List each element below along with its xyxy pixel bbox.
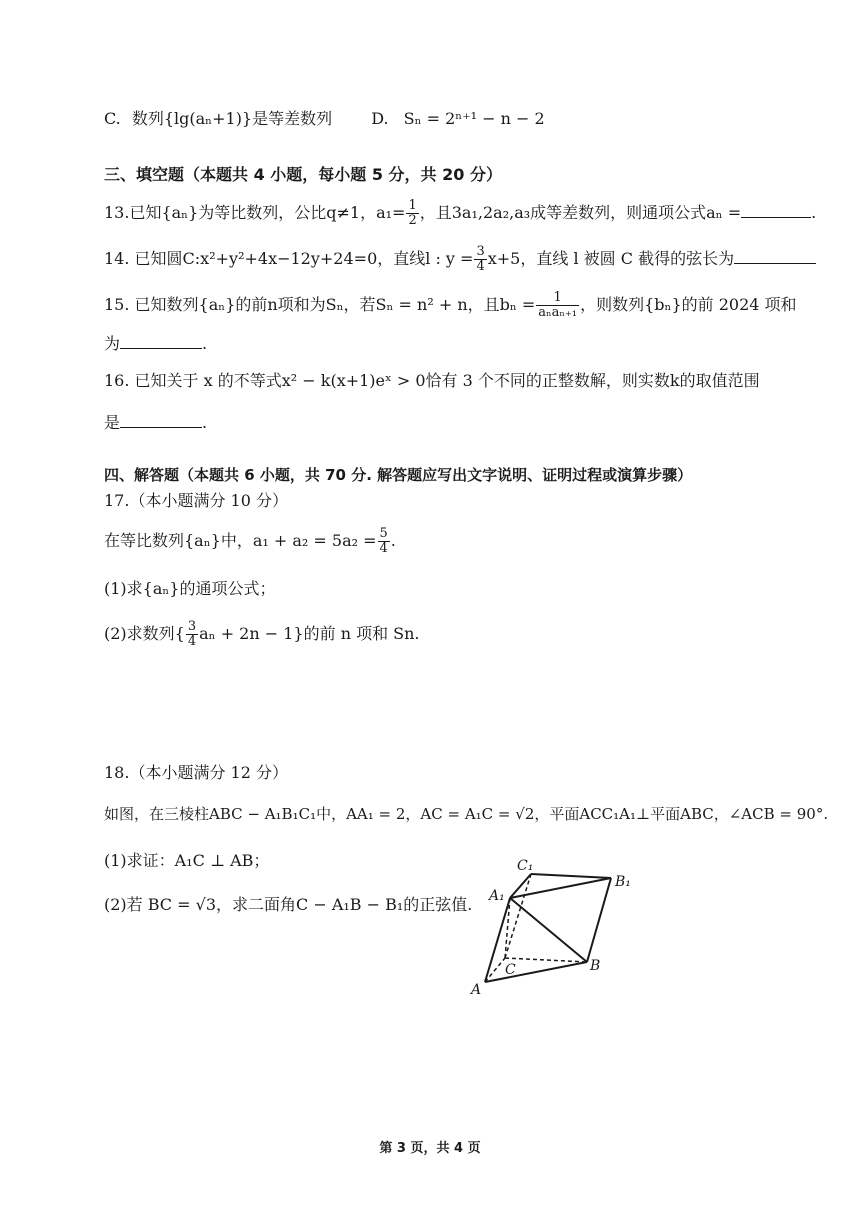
- label-c1: C₁: [517, 858, 534, 874]
- q17-stem-end: .: [390, 531, 396, 550]
- q14-number: 14.: [104, 249, 130, 268]
- q15-frac-den: aₙaₙ₊₁: [538, 305, 578, 320]
- q13-text-a: 已知{aₙ}为等比数列，公比q≠1，a₁=: [129, 203, 406, 222]
- q13-number: 13.: [104, 203, 130, 222]
- q14-frac-den: 4: [476, 259, 485, 274]
- q17-header: 17.（本小题满分 10 分）: [104, 491, 288, 510]
- q15-answer-blank[interactable]: [120, 332, 202, 349]
- edge-b1-b: [587, 878, 611, 962]
- label-b: B: [590, 958, 601, 974]
- q16-number: 16.: [104, 371, 130, 390]
- q17-stem: [104, 527, 800, 556]
- option-c-label: C.: [104, 109, 121, 128]
- q17-part-2: [104, 620, 800, 649]
- q13-frac-den: 2: [408, 213, 417, 228]
- prism-figure: [465, 850, 635, 1000]
- question-14: [104, 245, 800, 274]
- q15-text-a: 已知数列{aₙ}的前n项和为Sₙ，若Sₙ = n² + n，且bₙ =: [134, 295, 536, 314]
- q17-stem-a: 在等比数列{aₙ}中，a₁ + a₂ = 5a₂ =: [104, 531, 377, 550]
- q15-line2-a: 为: [104, 334, 121, 353]
- q14-answer-blank[interactable]: [734, 247, 816, 264]
- q15-fraction: [536, 291, 579, 320]
- edge-c-c1-hidden: [505, 874, 531, 958]
- question-16-line-2: [104, 411, 800, 435]
- q13-text-b: ，且3a₁,2a₂,a₃成等差数列，则通项公式aₙ =: [419, 203, 742, 222]
- q15-line2-end: .: [202, 334, 208, 353]
- option-d-text: Sₙ = 2ⁿ⁺¹ − n − 2: [403, 109, 545, 128]
- q18-part-2: (2)若 BC = √3，求二面角C − A₁B − B₁的正弦值.: [104, 895, 473, 914]
- label-c: C: [505, 962, 516, 978]
- q14-fraction: [474, 245, 486, 274]
- q16-text: 已知关于 x 的不等式x² − k(x+1)eˣ > 0恰有 3 个不同的正整数解，则实数k的取值范围: [134, 371, 760, 390]
- edge-c-b-hidden: [505, 958, 587, 962]
- edge-a1-b: [510, 898, 587, 962]
- question-15: [104, 291, 800, 320]
- q17-frac-den: 4: [379, 541, 388, 556]
- page-footer: 第 3 页，共 4 页: [379, 1141, 481, 1156]
- option-d-label: D.: [371, 109, 389, 128]
- q12-options: [104, 107, 800, 131]
- question-15-line-2: [104, 332, 800, 356]
- q17-part2-b: aₙ + 2n − 1}的前 n 项和 Sn.: [199, 624, 420, 643]
- label-b1: B₁: [615, 874, 631, 890]
- label-a1: A₁: [489, 888, 505, 904]
- q13-frac-num: 1: [408, 198, 417, 213]
- q14-text-a: 已知圆C:x²+y²+4x−12y+24=0，直线l : y =: [134, 249, 474, 268]
- question-13: [104, 198, 817, 228]
- q13-fraction: [406, 199, 418, 228]
- q17-frac-num: 5: [379, 526, 388, 541]
- q13-answer-blank[interactable]: [741, 201, 811, 218]
- q17-part2-frac-den: 4: [187, 634, 197, 649]
- q15-number: 15.: [104, 295, 130, 314]
- q14-text-b: x+5，直线 l 被圆 C 截得的弦长为: [487, 249, 735, 268]
- option-c-text: 数列{lg(aₙ+1)}是等差数列: [131, 109, 333, 128]
- edge-a-b: [485, 962, 587, 982]
- q16-answer-blank[interactable]: [120, 411, 202, 428]
- q17-part2-fraction: [186, 620, 198, 649]
- q16-line2-a: 是: [104, 413, 121, 432]
- q17-part2-frac-num: 3: [187, 619, 197, 634]
- q13-end: .: [811, 203, 817, 222]
- q18-stem: 如图，在三棱柱ABC − A₁B₁C₁中，AA₁ = 2，AC = A₁C = √2，平面ACC₁A₁⊥平面ABC，∠ACB = 90°.: [104, 805, 829, 823]
- q15-text-b: ，则数列{bₙ}的前 2024 项和: [580, 295, 797, 314]
- label-a: A: [471, 982, 482, 998]
- edge-c1-b1: [531, 874, 611, 878]
- q16-line2-end: .: [202, 413, 208, 432]
- q17-part2-a: (2)求数列{: [104, 624, 185, 643]
- q14-frac-num: 3: [476, 244, 485, 259]
- section-4-title: 四、解答题（本题共 6 小题，共 70 分. 解答题应写出文字说明、证明过程或演算步骤）: [104, 466, 693, 484]
- section-3-title: 三、填空题（本题共 4 小题，每小题 5 分，共 20 分）: [104, 165, 502, 184]
- q18-part-1: (1)求证：A₁C ⊥ AB；: [104, 851, 270, 870]
- question-16: [104, 369, 800, 393]
- q18-header: 18.（本小题满分 12 分）: [104, 763, 288, 782]
- q17-part-1: (1)求{aₙ}的通项公式；: [104, 579, 276, 598]
- q17-fraction: [378, 527, 390, 556]
- q15-frac-num: 1: [536, 291, 579, 306]
